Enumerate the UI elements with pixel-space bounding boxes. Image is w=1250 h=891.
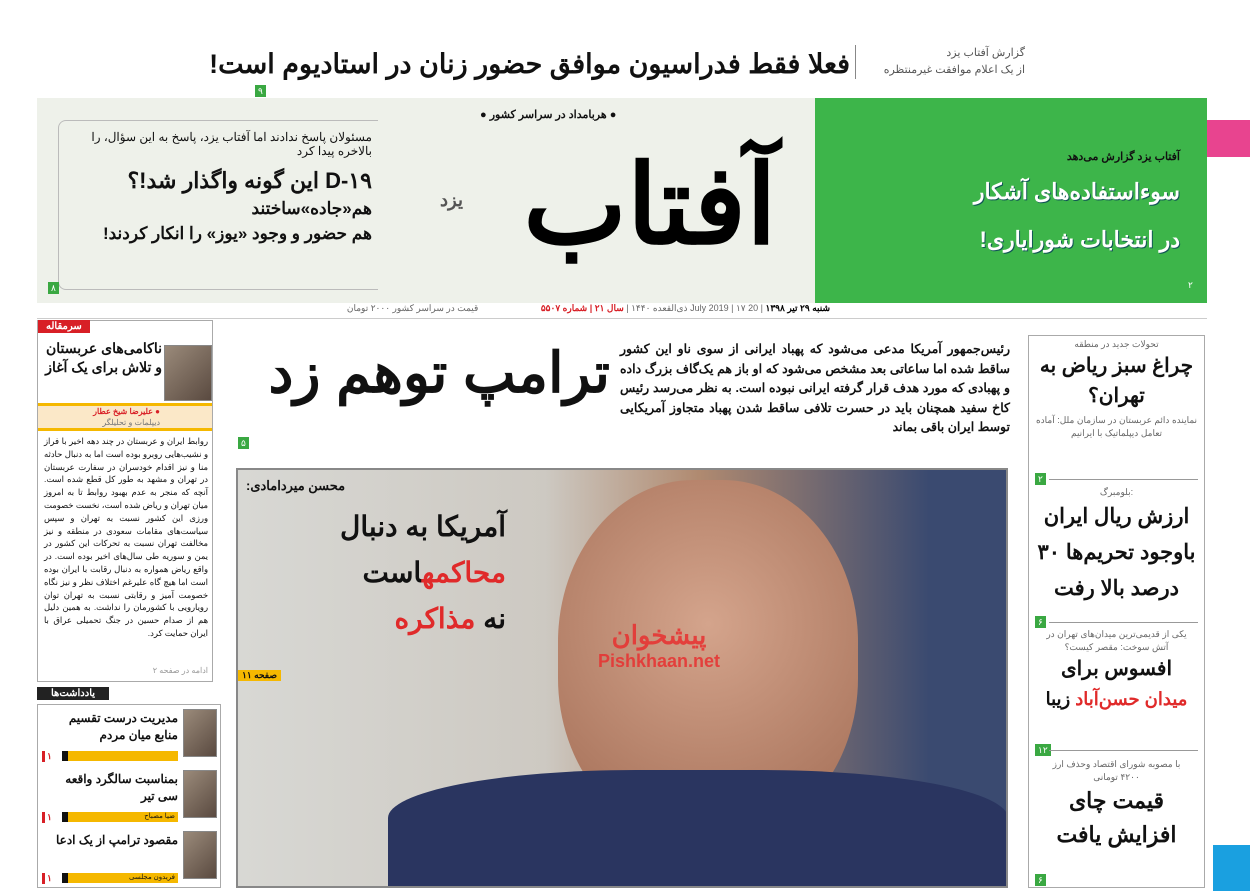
author-photo: [183, 770, 217, 818]
page-badge: ۸: [48, 282, 59, 294]
photo-headline: [246, 504, 506, 642]
slogan: ● هربامداد در سراسر کشور ●: [480, 109, 617, 121]
author-role: دیپلمات و تحلیلگر: [102, 418, 160, 427]
item-kicker: تحولات جدید در منطقه: [1074, 339, 1159, 349]
news-item[interactable]: [1029, 758, 1204, 852]
watermark: [598, 620, 720, 672]
item-headline: قیمت چای افزایش یافت: [1056, 788, 1177, 847]
page-number: ۲: [1188, 280, 1193, 290]
page-badge: ۹: [255, 85, 266, 97]
watermark-url: Pishkhaan.net: [598, 651, 721, 671]
page-number: ۱: [42, 873, 56, 884]
page-badge: ۵: [238, 437, 249, 449]
divider: [1049, 622, 1198, 623]
blue-tab: [1213, 845, 1250, 891]
item-headline-red: میدان حسن‌آباد: [1075, 689, 1188, 709]
item-headline: چراغ سبز ریاض به تهران؟: [1039, 355, 1194, 407]
date-hijri: ۱۷ ذی‌القعده ۱۴۴۰: [631, 303, 746, 313]
headline-red: مذاکره: [394, 603, 476, 634]
item-headline: افسوس برای: [1060, 658, 1173, 680]
watermark-logo: پیشخوان: [611, 620, 707, 650]
story-headline-line: هم«جاده»ساختند: [251, 199, 372, 218]
story-kicker: آفتاب یزد گزارش می‌دهد: [1066, 151, 1180, 163]
page-badge: ۶: [1035, 874, 1046, 886]
right-column: [1028, 335, 1205, 888]
kicker-line: از یک اعلام موافقت غیرمنتظره: [883, 64, 1025, 76]
main-headline: ترامپ توهم زد: [268, 341, 610, 404]
item-kicker: با مصوبه شورای اقتصاد وحذف ارز ۴۲۰۰ تومانی: [1052, 759, 1181, 782]
author-name: ● علیرضا شیخ عطار: [93, 407, 160, 416]
note-item[interactable]: [38, 766, 220, 826]
page-badge: ۲: [1035, 473, 1046, 485]
item-kicker: یکی از قدیمی‌ترین میدان‌های تهران در آتش سوخت: مقصر کیست؟: [1046, 629, 1187, 652]
main-lead: رئیس‌جمهور آمریکا مدعی می‌شود که پهباد ایرانی از سوی ناو این کشور ساقط شده اما ساعاتی بعد مشخص می‌شود که او باز هم یک‌گاف بزرگ داده و پهبادی که مورد هدف قرار گرفته ایرانی نبوده است. به نظر می‌رسد رئیس کاخ سفید همچنان باید در حسرت تلافی ساقط شدن پهباد متجاوز آمریکایی توسط ایران باقی بماند: [620, 342, 1010, 434]
continue-link[interactable]: ادامه در صفحه ۲: [152, 666, 208, 675]
page-badge: ۶: [1035, 616, 1046, 628]
top-headline: فعلا فقط فدراسیون موافق حضور زنان در استادیوم است!: [209, 49, 850, 79]
masthead-left-story: [62, 130, 372, 244]
page-ref: صفحه ۱۱: [238, 670, 281, 681]
date-en: 20 July 2019: [690, 303, 759, 313]
story-headline: سوءاستفاده‌های آشکار: [973, 179, 1180, 204]
note-author: فریدون مجلسی: [62, 873, 178, 883]
page-badge: ۱۲: [1035, 744, 1051, 756]
headline-line: آمریکا به دنبال: [340, 511, 506, 542]
item-headline-part: زیبا: [1045, 689, 1071, 709]
top-kicker: [855, 45, 1025, 79]
divider: [1049, 479, 1198, 480]
dateline: شنبه ۲۹ تیر ۱۳۹۸ | 20 July 2019 | ۱۷ ذی‌القعده ۱۴۴۰ | سال ۲۱ | شماره ۵۵۰۷ قیمت در سراسر کشور ۲۰۰۰ تومان: [346, 303, 830, 313]
news-item[interactable]: [1029, 628, 1204, 714]
editorial-author-bar: [38, 403, 212, 431]
note-title: بمناسبت سالگرد واقعه سی تیر: [65, 772, 178, 803]
story-headline: در انتخابات شورایاری!: [979, 227, 1180, 252]
story-headline-line: هم حضور و وجود «یوز» را انکار کردند!: [102, 224, 372, 243]
price: قیمت در سراسر کشور ۲۰۰۰ تومان: [346, 303, 479, 313]
author-photo: [164, 345, 212, 401]
note-title: مدیریت درست تقسیم منابع میان مردم: [68, 711, 178, 742]
editorial-tag: سرمقاله: [38, 320, 90, 333]
page-number: ۱: [42, 751, 56, 762]
note-item[interactable]: [38, 827, 220, 887]
masthead-right-story: [960, 150, 1180, 259]
news-item[interactable]: [1029, 338, 1204, 443]
pink-tab: [1207, 120, 1250, 157]
main-photo: [236, 468, 1008, 888]
author-photo: [183, 709, 217, 757]
photo-quoter: محسن میردامادی:: [246, 478, 346, 493]
divider: [37, 318, 1207, 319]
note-author: [62, 751, 178, 761]
logo-sub: یزد: [440, 190, 463, 210]
item-kicker: بلومبرگ:: [1099, 487, 1134, 497]
item-sub: نماینده دائم عربستان در سازمان ملل: آماده تعامل دیپلماتیک با ایرانیم: [1035, 415, 1198, 438]
story-headline: D-۱۹ این گونه واگذار شد!؟: [127, 168, 372, 193]
editorial-body: روابط ایران و عربستان در چند دهه اخیر با فراز و نشیب‌هایی روبرو بوده است اما به دنبال حادثه منا و نیز اقدام خودسران در سفارت عربستان در تهران و مشهد به طور کل قطع شده است. آنچه که منجر به عدم بهبود روابط تا به امروز میان تهران و ریاض شده است، نخست خصومت ورزی این کشور نسبت به تهران و سپس سیاست‌های مقامات سعودی در منطقه و نیز مخالفت تهران نسبت به تحرکات این کشور در یمن و سوریه طی سال‌های اخیر بوده است. در واقع ریاض همواره به دنبال رقابت با ایران بوده است اما هیچ گاه علیرغم اختلاف نظر و نیز نگاه خصومت آمیز و رقابتی نسبت به تهران توان رویارویی با کشورمان را نداشت. به همین دلیل هم از صدام حسین در جنگ تحمیلی عراق با ایران حمایت کرد.: [44, 436, 208, 638]
top-headline-block: [40, 45, 850, 97]
story-kicker: مسئولان پاسخ ندادند اما آفتاب یزد، پاسخ به این سؤال، را بالاخره پیدا کرد: [91, 130, 372, 158]
headline-part: نه: [483, 603, 506, 634]
notes-box: [37, 704, 221, 888]
headline-red: محاکمه: [421, 557, 506, 588]
note-item[interactable]: [38, 705, 220, 765]
news-item[interactable]: [1029, 486, 1204, 607]
portrait-shirt: [388, 770, 1008, 888]
note-title: مقصود ترامپ از یک ادعا: [56, 833, 178, 847]
author-photo: [183, 831, 217, 879]
kicker-line: گزارش آفتاب یزد: [946, 47, 1025, 59]
page-number: ۱: [42, 812, 56, 823]
issue-number: سال ۲۱ | شماره ۵۵۰۷: [540, 303, 624, 313]
headline-part: است: [362, 557, 422, 588]
item-headline: ارزش ریال ایران باوجود تحریم‌ها ۳۰ درصد بالا رفت: [1037, 505, 1196, 600]
editorial-title: ناکامی‌های عربستان و تلاش برای یک آغاز: [45, 340, 162, 375]
divider: [1049, 750, 1198, 751]
date-fa: شنبه ۲۹ تیر ۱۳۹۸: [765, 303, 830, 313]
editorial-box: [37, 320, 213, 682]
notes-tag: یادداشت‌ها: [37, 687, 109, 700]
note-author: ضیا مصباح: [62, 812, 178, 822]
newspaper-logo: آفتاب: [523, 140, 777, 269]
